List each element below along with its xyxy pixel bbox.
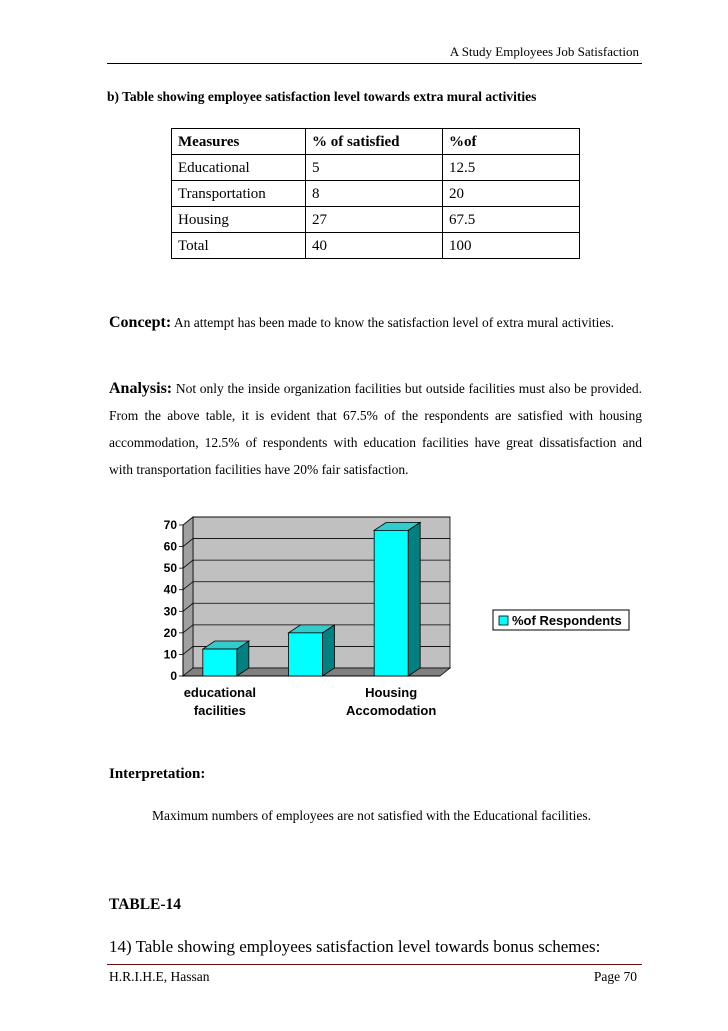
chart-side-wall [183, 517, 193, 676]
table-cell: 20 [443, 181, 580, 207]
bar-chart [108, 508, 638, 738]
analysis-text: Not only the inside organization facilities but outside facilities must also be provided. From the above table, it is evident that 67.5% of the respondents are satisfied with housing accommodation, 12.5% of respondents with education facilities have great dissatisfaction and with transportation facilities have 20% fair satisfaction. [109, 381, 642, 477]
table14-caption: 14) Table showing employees satisfaction level towards bonus schemes: [109, 937, 601, 956]
footer-page-number: Page 70 [593, 969, 637, 984]
bar [289, 633, 323, 676]
y-tick-label: 20 [163, 625, 177, 640]
bar [203, 649, 237, 676]
bar-side [323, 625, 335, 676]
analysis-paragraph [109, 375, 642, 483]
table-caption: b) Table showing employee satisfaction level towards extra mural activities [107, 89, 537, 104]
header-rule [107, 63, 642, 64]
table-row [172, 233, 580, 259]
table-cell: 5 [306, 155, 443, 181]
interpretation-heading: Interpretation: [109, 766, 206, 782]
table-cell: Total [172, 233, 306, 259]
analysis-label: Analysis: [109, 380, 173, 397]
table-row [172, 181, 580, 207]
x-tick-label: Accomodation [346, 703, 437, 718]
concept-paragraph [109, 309, 642, 336]
y-tick-label: 0 [170, 669, 177, 683]
table14-heading: TABLE-14 [109, 896, 182, 913]
bar-side [408, 522, 420, 676]
legend-swatch [499, 616, 508, 625]
table-header-cell: Measures [172, 129, 306, 155]
satisfaction-table [171, 128, 580, 259]
table-cell: 27 [306, 207, 443, 233]
table-cell: Housing [172, 207, 306, 233]
table-cell: 67.5 [443, 207, 580, 233]
table-cell: 100 [443, 233, 580, 259]
y-tick-label: 50 [163, 561, 177, 576]
y-tick-label: 60 [163, 539, 177, 554]
table-cell: 12.5 [443, 155, 580, 181]
table-cell: Transportation [172, 181, 306, 207]
y-tick-label: 10 [163, 647, 177, 662]
table-cell: Educational [172, 155, 306, 181]
legend-label: %of Respondents [512, 613, 622, 628]
y-tick-label: 70 [163, 518, 177, 532]
table-header-cell: %of [443, 129, 580, 155]
y-tick-label: 30 [163, 604, 177, 619]
table-row [172, 155, 580, 181]
x-tick-label: Housing [365, 685, 418, 700]
x-tick-label: educational [183, 685, 256, 700]
interpretation-text: Maximum numbers of employees are not satisfied with the Educational facilities. [152, 808, 592, 823]
table-cell: 40 [306, 233, 443, 259]
footer-institution: H.R.I.H.E, Hassan [109, 969, 210, 984]
table-header-cell: % of satisfied [306, 129, 443, 155]
x-tick-label: facilities [193, 703, 246, 718]
table-header-row [172, 129, 580, 155]
concept-label: Concept: [109, 314, 172, 331]
table-cell: 8 [306, 181, 443, 207]
y-tick-label: 40 [163, 582, 177, 597]
table-row [172, 207, 580, 233]
running-header: A Study Employees Job Satisfaction [449, 44, 639, 59]
bar [374, 530, 408, 676]
footer-rule [107, 964, 642, 965]
concept-text: An attempt has been made to know the satisfaction level of extra mural activities. [171, 315, 614, 330]
